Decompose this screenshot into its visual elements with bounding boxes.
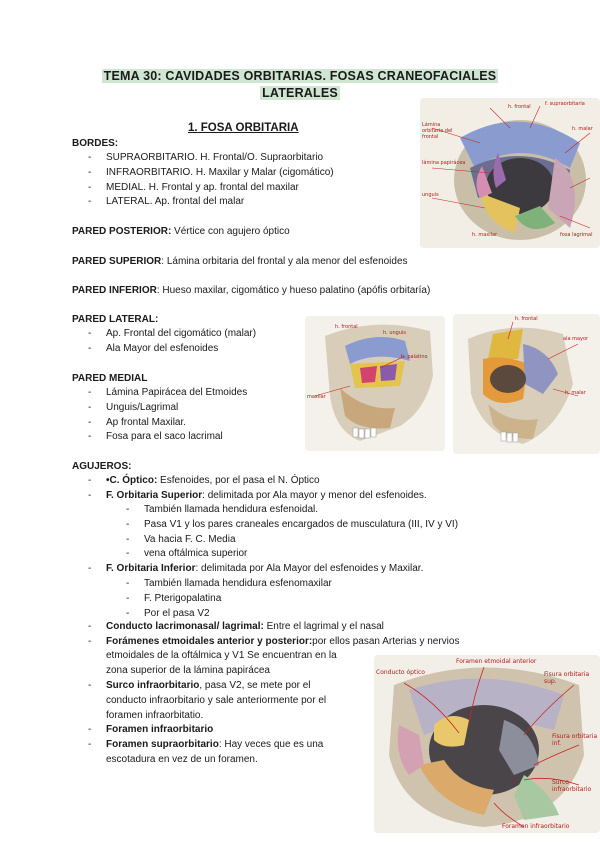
agujeros-list-2 [86, 562, 536, 577]
foi-sublist [124, 577, 524, 621]
label: Foramen infraorbitario [502, 823, 570, 830]
surco-continuation: conducto infraorbitario y sale anteriormente por el foramen infraorbitatio. [106, 695, 327, 721]
pared-medial-list [86, 386, 306, 445]
fos-sublist [124, 503, 524, 562]
pared-lateral-list [86, 327, 306, 357]
list-item-conducto: - Conducto lacrimonasal/ lagrimal: Entre el lagrimal y el nasal [86, 620, 536, 635]
label: ala mayor [563, 336, 589, 342]
list-item: - Por el pasa V2 [124, 607, 524, 622]
label: fosa lagrimal [560, 232, 593, 238]
pared-posterior-text: Vértice con agujero óptico [171, 226, 290, 237]
list-item: - SUPRAORBITARIO. H. Frontal/O. Supraorbitario [86, 151, 416, 166]
pared-superior-text: : Lámina orbitaria del frontal y ala menor del esfenoides [161, 256, 408, 267]
label: f. supraorbitaria [545, 101, 585, 107]
list-item: - Pasa V1 y los pares craneales encargados de musculatura (III, IV y VI) [124, 518, 524, 533]
bordes-list [86, 151, 416, 210]
pared-posterior-heading: PARED POSTERIOR: [72, 226, 172, 237]
label: h. frontal [508, 104, 531, 110]
list-item-supra: - Foramen supraorbitario: Hay veces que es una [86, 738, 366, 753]
etmoidales-continuation: etmoidales de la oftálmica y V1 Se encuentran en la zona superior de la lámina papirácea [106, 650, 337, 676]
supra-continuation: escotadura en vez de un foramen. [106, 754, 258, 765]
pared-posterior [72, 225, 290, 239]
bordes-heading: BORDES: [72, 138, 119, 149]
pared-superior-heading: PARED SUPERIOR [72, 256, 162, 267]
agujeros-list-3 [86, 620, 536, 650]
label: Lámina orbitaria del frontal [422, 122, 453, 140]
agujeros-heading: AGUJEROS: [72, 461, 132, 472]
list-item: - INFRAORBITARIO. H. Maxilar y Malar (cigomático) [86, 166, 416, 181]
label: h. frontal [515, 316, 538, 322]
label: h. unguis [383, 330, 407, 336]
document-title [98, 68, 502, 102]
list-item: - F. Pterigopalatina [124, 592, 524, 607]
list-item: - LATERAL. Ap. frontal del malar [86, 195, 416, 210]
pared-inferior [72, 284, 430, 298]
label: h. malar [565, 390, 586, 396]
pared-inferior-heading: PARED INFERIOR [72, 285, 157, 296]
list-item: - También llamada hendidura esfenomaxilar [124, 577, 524, 592]
list-item: - MEDIAL. H. Frontal y ap. frontal del maxilar [86, 181, 416, 196]
list-item-fos: - F. Orbitaria Superior: delimitada por Ala mayor y menor del esfenoides. [86, 489, 536, 504]
agujeros-list-5 [86, 723, 366, 753]
list-item: - Lámina Papirácea del Etmoides [86, 386, 306, 401]
label: h. maxilar [472, 232, 498, 238]
list-item: - También llamada hendidura esfenoidal. [124, 503, 524, 518]
label: unguis [422, 192, 439, 198]
agujeros-list [86, 474, 536, 504]
orbit-anatomy-image-2 [305, 316, 445, 451]
orbit-anatomy-image-1 [420, 98, 600, 248]
list-item-optico: - •C. Óptico: Esfenoides, por el pasa el N. Óptico [86, 474, 536, 489]
list-item-foramen-infra: - Foramen infraorbitario [86, 723, 366, 738]
label: maxilar [307, 394, 326, 400]
label: lámina papirácea [422, 160, 466, 166]
pared-medial-heading: PARED MEDIAL [72, 373, 148, 384]
list-item-foi: - F. Orbitaria Inferior: delimitada por Ala Mayor del esfenoides y Maxilar. [86, 562, 536, 577]
orbit-anatomy-image-4 [374, 655, 600, 833]
pared-lateral-heading: PARED LATERAL: [72, 314, 159, 325]
label: h. frontal [335, 324, 358, 330]
agujeros-list-4 [86, 679, 366, 694]
label: Conducto óptico [376, 669, 425, 676]
list-item: - Unguis/Lagrimal [86, 401, 306, 416]
label: Fisura orbitaria inf. [552, 733, 598, 747]
label: Foramen etmoidal anterior [456, 658, 537, 665]
list-item: - vena oftálmica superior [124, 547, 524, 562]
section-title: 1. FOSA ORBITARIA [188, 122, 299, 134]
label: h. palatino [401, 354, 428, 360]
title-line-1: TEMA 30: CAVIDADES ORBITARIAS. FOSAS CRANEOFACIALES [103, 69, 497, 83]
list-item: - Ap. Frontal del cigomático (malar) [86, 327, 306, 342]
orbit-anatomy-image-3 [453, 314, 600, 454]
list-item: - Va hacia F. C. Media [124, 533, 524, 548]
pared-inferior-text: : Hueso maxilar, cigomático y hueso palatino (apófis orbitaría) [156, 285, 431, 296]
label: Fisura orbitaria sup. [544, 671, 590, 685]
list-item: - Ala Mayor del esfenoides [86, 342, 306, 357]
pared-superior [72, 255, 408, 269]
title-line-2: LATERALES [262, 86, 338, 100]
list-item: - Fosa para el saco lacrimal [86, 430, 306, 445]
label: Surco infraorbitario [552, 779, 592, 793]
list-item-etmoidales: - Forámenes etmoidales anterior y posterior:por ellos pasan Arterias y nervios [86, 635, 530, 650]
label: h. malar [572, 126, 593, 132]
list-item-surco: - Surco infraorbitario, pasa V2, se mete por el [86, 679, 366, 694]
list-item: - Ap frontal Maxilar. [86, 416, 306, 431]
